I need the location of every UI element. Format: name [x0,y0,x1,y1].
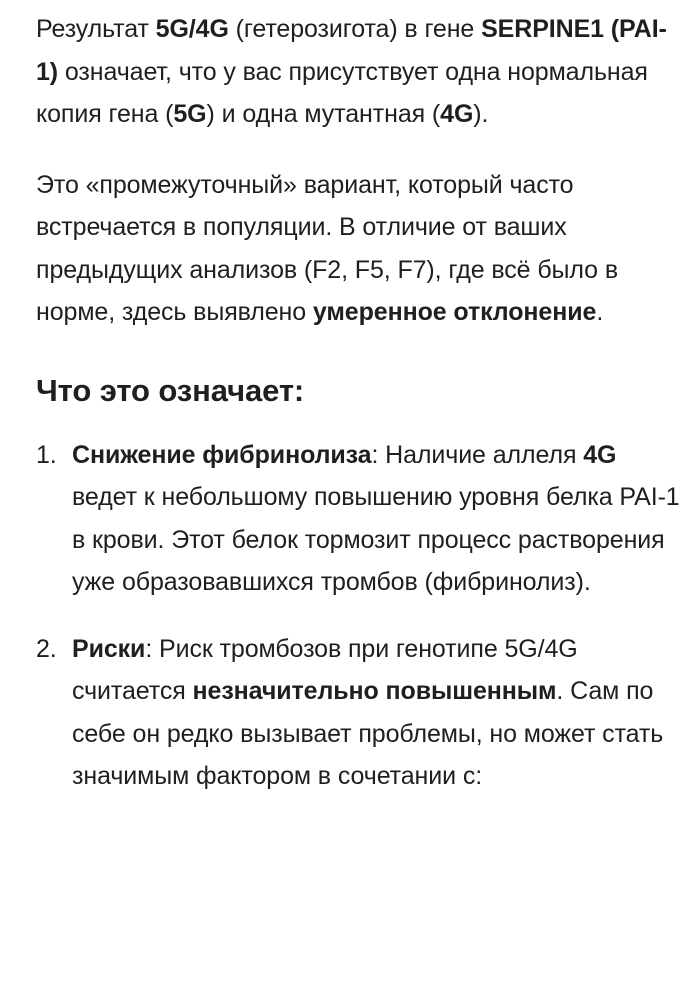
text-segment: Результат [36,15,156,43]
list-item-risks [36,628,686,798]
text-segment: ). [473,100,489,128]
numbered-list [36,434,686,798]
list-item-title: Снижение фибринолиза [72,440,372,469]
allele-mutant: 4G [440,100,474,128]
intro-paragraph-result [36,8,686,136]
list-item-fibrinolysis [36,434,686,604]
list-number: 2. [36,634,57,663]
text-segment: (гетерозигота) в гене [228,15,482,43]
deviation-emphasis: умеренное отклонение [312,298,597,326]
text-segment: ведет к небольшому повышению уровня белка PAI-1 в крови. Этот белок тормозит процесс растворения уже образовавшихся тромбов (фибринолиз). [72,483,680,596]
risk-emphasis: незначительно повышенным [192,677,557,705]
genotype-value: 5G/4G [155,15,229,43]
allele-emphasis: 4G [583,440,617,469]
text-segment: : Риск тромбозов при генотипе 5G/4G считается [72,634,578,705]
list-number: 1. [36,440,57,469]
allele-normal: 5G [173,100,207,128]
text-segment: : Наличие аллеля [371,440,584,469]
text-segment: означает, что у вас присутствует одна нормальная копия гена ( [36,57,648,128]
text-segment: Это «промежуточный» вариант, который часто встречается в популяции. В отличие от ваших предыдущих анализов (F2, F5, F7), где всё было в норме, здесь выявлено [36,170,619,326]
message-content [36,8,686,822]
intro-paragraph-variant [36,164,686,334]
text-segment: . Сам по себе он редко вызывает проблемы, но может стать значимым фактором в сочетании с: [72,677,664,790]
text-segment: ) и одна мутантная ( [206,100,441,128]
list-item-title: Риски [72,634,146,663]
text-segment: . [596,298,604,326]
gene-name: SERPINE1 (PAI-1) [36,15,667,86]
section-heading: Что это означает: [36,372,305,408]
